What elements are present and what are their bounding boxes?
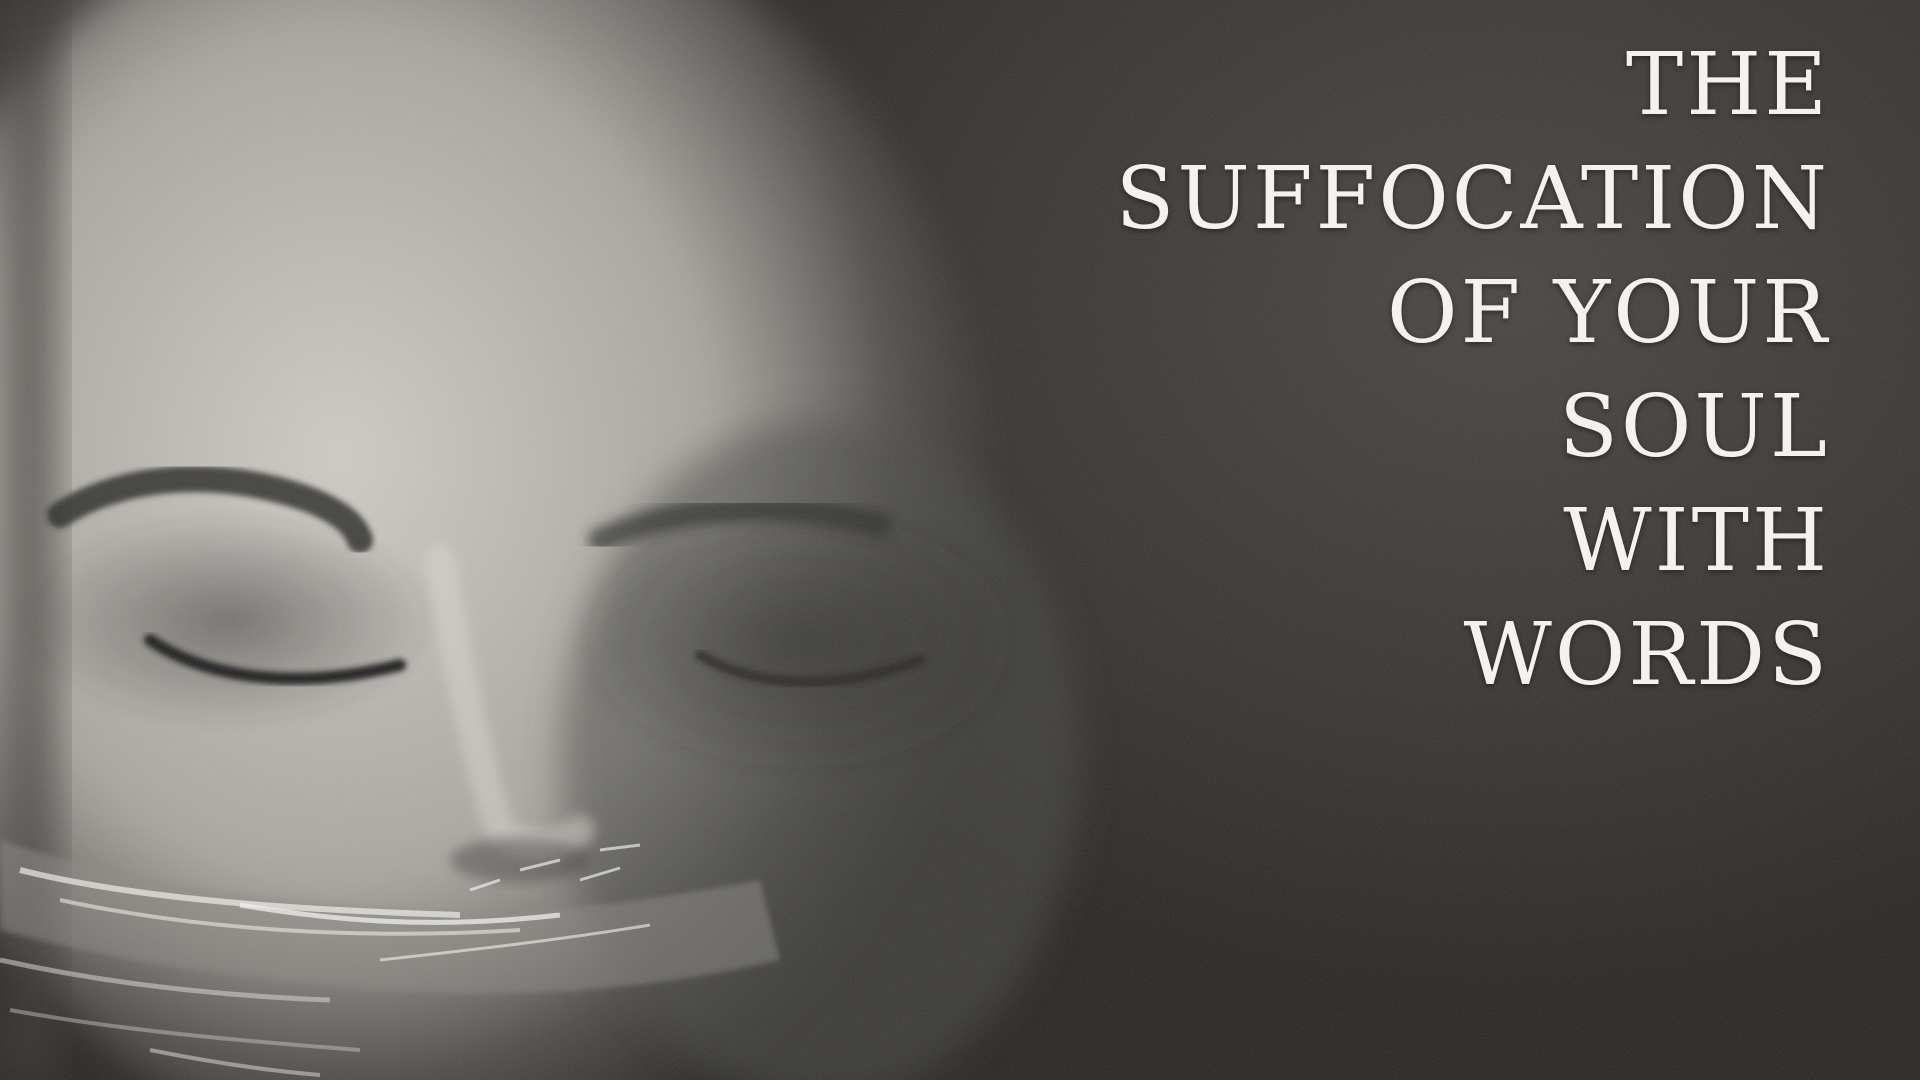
- poster-title: [1115, 28, 1830, 712]
- title-line-2: SUFFOCATION: [1115, 149, 1830, 249]
- title-line-1: THE: [1625, 35, 1830, 135]
- title-line-5: WITH: [1563, 491, 1830, 591]
- title-line-6: WORDS: [1463, 605, 1830, 705]
- title-line-3: OF YOUR: [1386, 263, 1830, 363]
- title-line-4: SOUL: [1558, 377, 1830, 477]
